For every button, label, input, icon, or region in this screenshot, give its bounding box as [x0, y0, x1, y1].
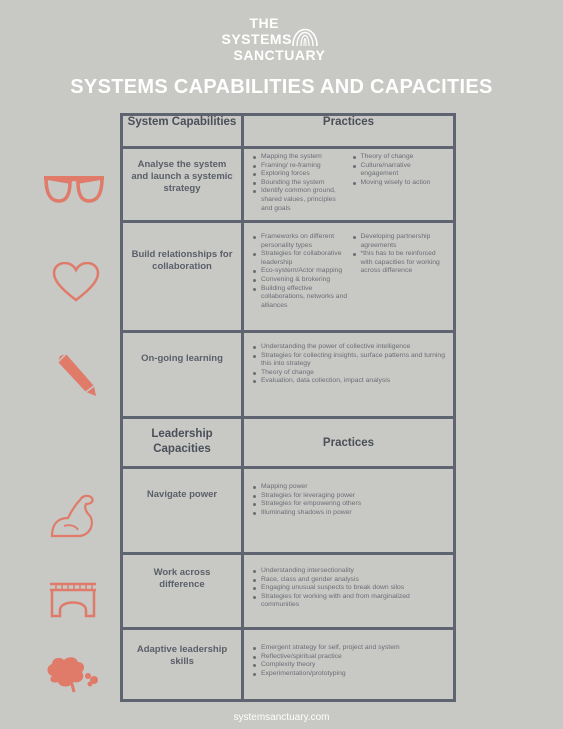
practices-right-list — [348, 233, 448, 310]
table-row — [122, 148, 455, 222]
capability-name: On-going learning — [141, 353, 223, 364]
capacity-name: Adaptive leadership skills — [136, 644, 228, 667]
capability-cell — [122, 222, 243, 332]
list-item: Theory of change — [361, 153, 448, 162]
capacity-name: Work across difference — [153, 567, 211, 590]
list-item: Experimentation/prototyping — [261, 670, 400, 679]
practices-cell — [243, 332, 455, 418]
glasses-icon — [42, 172, 106, 206]
list-item: Emergent strategy for self, project and system — [261, 644, 400, 651]
list-item: Identify common ground, shared values, principles and goals — [261, 187, 348, 213]
header-practices: Practices — [322, 436, 375, 449]
table-row — [122, 629, 455, 701]
practices-left-list — [248, 153, 348, 213]
practices-list — [244, 223, 453, 310]
capability-cell — [122, 332, 243, 418]
list-item: Mapping the system — [261, 153, 348, 162]
practices-cell — [243, 468, 455, 554]
list-item: Framing/ re-framing — [261, 162, 348, 171]
table-row — [122, 554, 455, 629]
arch-logo-icon — [290, 16, 320, 46]
list-item: Strategies for empowering others — [261, 500, 362, 508]
list-item: Race, class and gender analysis — [261, 576, 447, 585]
list-item: Exploring forces — [261, 170, 348, 179]
list-item: Reflective/spiritual practice — [261, 653, 400, 662]
list-item: Strategies for collaborative leadership — [261, 250, 348, 267]
list-item: Building effective collaborations, networks and alliances — [261, 284, 348, 309]
practices-left-list — [248, 343, 447, 386]
header-leadership-capacities: Leadership Capacities — [151, 428, 213, 455]
logo-text-the: THE — [249, 15, 279, 31]
list-item: Eco-system/Actor mapping — [261, 267, 348, 276]
list-item: Theory of change — [261, 369, 447, 378]
table-header-row — [122, 418, 455, 468]
list-item: Mapping power — [261, 483, 361, 492]
practices-list — [244, 555, 453, 610]
practices-left-list — [248, 233, 348, 310]
list-item: Strategies for working with and from marginalized communities — [261, 593, 447, 610]
heart-icon — [52, 262, 100, 302]
capacity-name: Navigate power — [146, 489, 218, 500]
table-row — [122, 332, 455, 418]
list-item: Convening & brokering — [261, 276, 348, 285]
practices-list — [244, 333, 453, 386]
capability-name: Build relationships for collaboration — [131, 249, 233, 272]
table-row — [122, 222, 455, 332]
flexed-arm-icon — [48, 490, 98, 540]
practices-left-list — [248, 483, 361, 517]
capabilities-table — [120, 113, 456, 702]
header-cell — [122, 115, 243, 148]
capability-name: Analyse the system and launch a systemic strategy — [131, 159, 233, 194]
table-header-row — [122, 115, 455, 148]
header-cell — [122, 418, 243, 468]
page-title: SYSTEMS CAPABILITIES AND CAPACITIES — [70, 76, 493, 98]
logo-text-sanctuary: SANCTUARY — [233, 47, 326, 63]
list-item: Complexity theory — [261, 661, 400, 670]
footer-url: systemsanctuary.com — [233, 712, 330, 723]
list-item: Engaging unusual suspects to break down silos — [261, 584, 447, 593]
logo-text-systems: SYSTEMS — [221, 31, 292, 47]
list-item: *this has to be reinforced with capacities for working across difference — [361, 250, 448, 276]
list-item: Developing partnership agreements — [361, 233, 448, 250]
list-item: Moving wisely to action — [361, 179, 448, 188]
list-item: Culture/narrative engagement — [361, 162, 448, 179]
list-item: Strategies for leveraging power — [261, 492, 361, 501]
practices-cell — [243, 148, 455, 222]
practices-cell — [243, 554, 455, 629]
practices-cell — [243, 222, 455, 332]
capability-cell — [122, 148, 243, 222]
list-item: Understanding intersectionality — [261, 567, 447, 576]
list-item: Evaluation, data collection, impact analysis — [261, 377, 447, 386]
header-system-capabilities: System Capabilities — [127, 116, 237, 128]
pencil-icon — [54, 352, 98, 398]
practices-list — [244, 630, 453, 678]
list-item: Bounding the system — [261, 179, 348, 188]
table-row — [122, 468, 455, 554]
list-item: Illuminating shadows in power — [261, 509, 361, 518]
header-practices: Practices — [322, 116, 375, 128]
header-cell — [243, 115, 455, 148]
brain-icon — [44, 654, 100, 694]
list-item: Frameworks on different personality types — [261, 233, 348, 250]
practices-list — [244, 469, 453, 517]
list-item: Strategies for collecting insights, surface patterns and turning this into strategy — [261, 351, 445, 368]
list-item: Understanding the power of collective intelligence — [261, 343, 447, 352]
practices-left-list — [248, 567, 447, 610]
practices-right-list — [348, 153, 448, 213]
capacity-cell — [122, 629, 243, 701]
capacity-cell — [122, 554, 243, 629]
bridge-icon — [48, 580, 98, 618]
header-cell — [243, 418, 455, 468]
capacity-cell — [122, 468, 243, 554]
practices-left-list — [248, 644, 400, 678]
practices-cell — [243, 629, 455, 701]
practices-list — [244, 149, 453, 213]
logo — [0, 16, 563, 64]
